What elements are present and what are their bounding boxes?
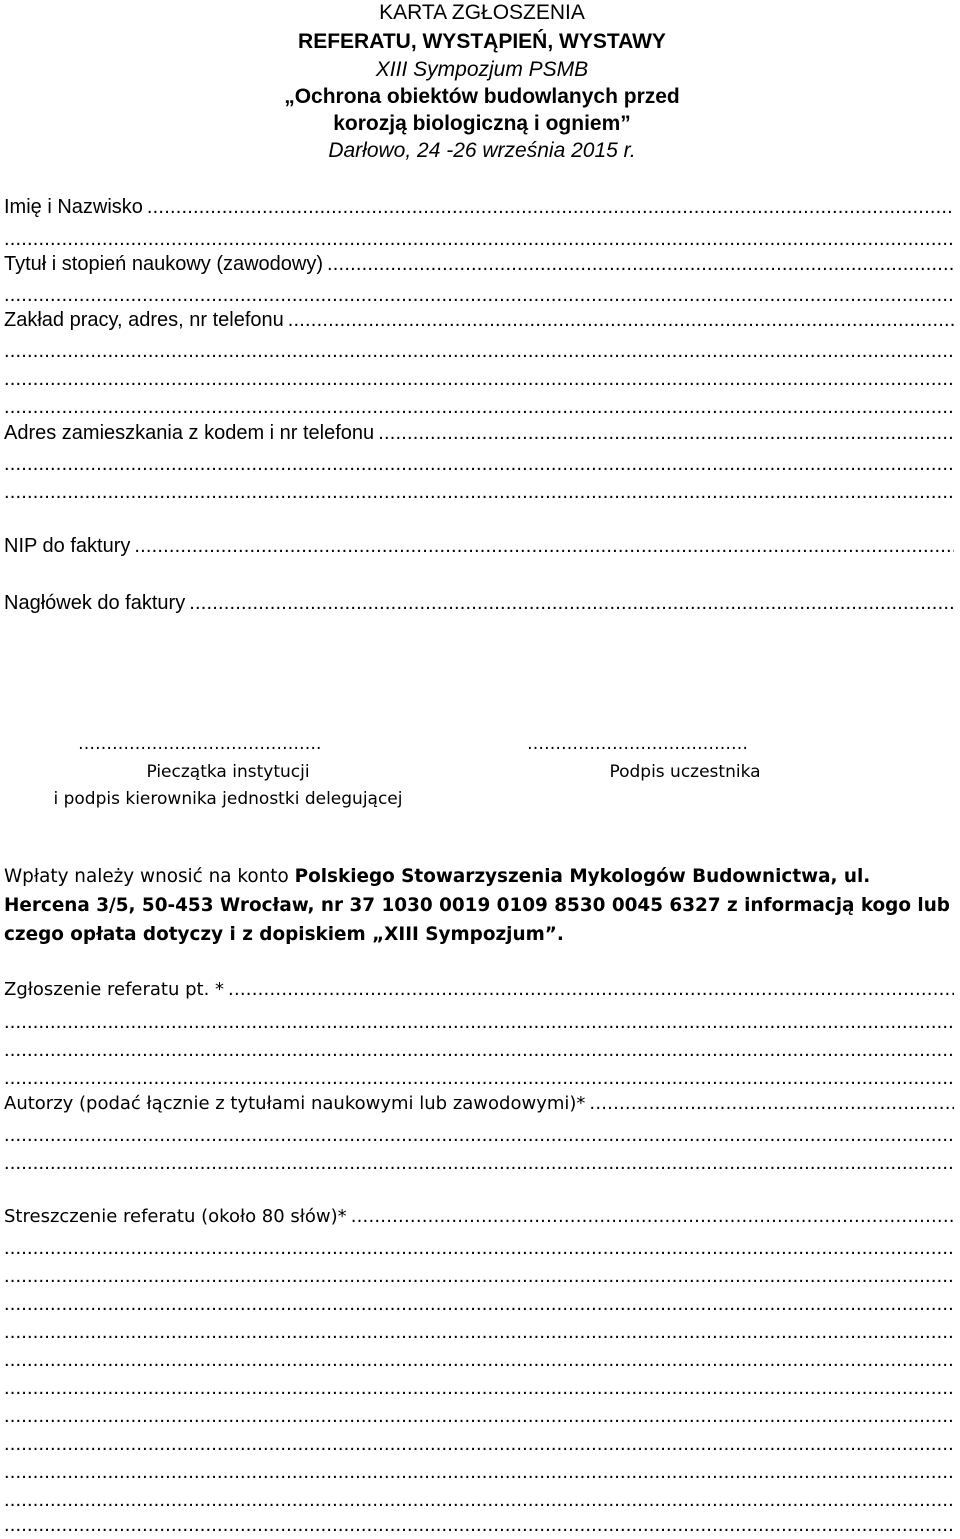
- stamp-signature-line[interactable]: …………………………………….: [78, 734, 322, 754]
- title-label: Tytuł i stopień naukowy (zawodowy): [4, 253, 324, 275]
- authors-label: Autorzy (podać łącznie z tytułami naukowymi lub zawodowymi)*: [4, 1093, 586, 1114]
- home-address-field-line-3[interactable]: [4, 478, 954, 506]
- abstract-line-9[interactable]: [4, 1430, 954, 1458]
- authors-line-2[interactable]: [4, 1121, 954, 1149]
- title-field-line-2[interactable]: [4, 281, 954, 309]
- abstract-line-4[interactable]: [4, 1290, 954, 1318]
- stamp-label-sub: i podpis kierownika jednostki delegującej: [53, 789, 403, 809]
- authors-line-3[interactable]: [4, 1149, 954, 1177]
- name-label: Imię i Nazwisko: [4, 196, 143, 218]
- workplace-label: Zakład pracy, adres, nr telefonu: [4, 309, 284, 331]
- form-title: KARTA ZGŁOSZENIA: [379, 1, 585, 24]
- workplace-field-line-2[interactable]: [4, 337, 954, 365]
- workplace-field-line-3[interactable]: [4, 365, 954, 393]
- abstract-line-3[interactable]: [4, 1262, 954, 1290]
- authors-field[interactable]: [4, 1090, 954, 1118]
- workplace-field[interactable]: [4, 306, 954, 334]
- abstract-line-11[interactable]: [4, 1486, 954, 1514]
- abstract-line-8[interactable]: [4, 1402, 954, 1430]
- invoice-header-field[interactable]: [4, 589, 954, 617]
- home-address-field[interactable]: [4, 419, 954, 447]
- participant-signature-label: Podpis uczestnika: [609, 762, 761, 782]
- nip-label: NIP do faktury: [4, 535, 131, 557]
- symposium-theme-line2: korozją biologiczną i ogniem”: [333, 112, 631, 135]
- paper-title-line-3[interactable]: [4, 1036, 954, 1064]
- participant-signature-line[interactable]: …………………………………: [527, 734, 748, 754]
- abstract-field[interactable]: [4, 1203, 954, 1231]
- abstract-line-7[interactable]: [4, 1374, 954, 1402]
- paper-title-line-2[interactable]: [4, 1008, 954, 1036]
- abstract-line-10[interactable]: [4, 1458, 954, 1486]
- abstract-line-12[interactable]: [4, 1511, 954, 1539]
- payment-text: Wpłaty należy wnosić na konto: [4, 866, 295, 887]
- paper-title-label: Zgłoszenie referatu pt. *: [4, 979, 225, 1000]
- stamp-label: Pieczątka instytucji: [146, 762, 310, 782]
- symposium-place-date: Darłowo, 24 -26 września 2015 r.: [328, 139, 636, 162]
- payment-account-details: Polskiego Stowarzyszenia Mykologów Budownictwa, ul. Hercena 3/5, 50-453 Wrocław, nr 37 1030 0019 0109 8530 0045 6327 z informacją kogo lub czego opłata dotyczy i z dopiskiem „XIII Sympozjum”.: [4, 866, 950, 945]
- abstract-line-5[interactable]: [4, 1318, 954, 1346]
- abstract-line-6[interactable]: [4, 1346, 954, 1374]
- name-field[interactable]: [4, 193, 954, 221]
- name-field-line-2[interactable]: [4, 225, 954, 253]
- symposium-name: XIII Sympozjum PSMB: [375, 58, 589, 81]
- home-address-field-line-2[interactable]: [4, 450, 954, 478]
- workplace-field-line-4[interactable]: [4, 393, 954, 421]
- home-address-label: Adres zamieszkania z kodem i nr telefonu: [4, 422, 375, 444]
- paper-title-field[interactable]: [4, 976, 954, 1004]
- form-subtitle: REFERATU, WYSTĄPIEŃ, WYSTAWY: [298, 30, 666, 53]
- symposium-theme-line1: „Ochrona obiektów budowlanych przed: [284, 85, 680, 108]
- nip-field[interactable]: [4, 532, 954, 560]
- invoice-header-label: Nagłówek do faktury: [4, 592, 186, 614]
- abstract-line-2[interactable]: [4, 1234, 954, 1262]
- abstract-label: Streszczenie referatu (około 80 słów)*: [4, 1206, 347, 1227]
- title-field[interactable]: [4, 250, 954, 278]
- payment-info: [4, 862, 952, 949]
- paper-title-line-4[interactable]: [4, 1064, 954, 1092]
